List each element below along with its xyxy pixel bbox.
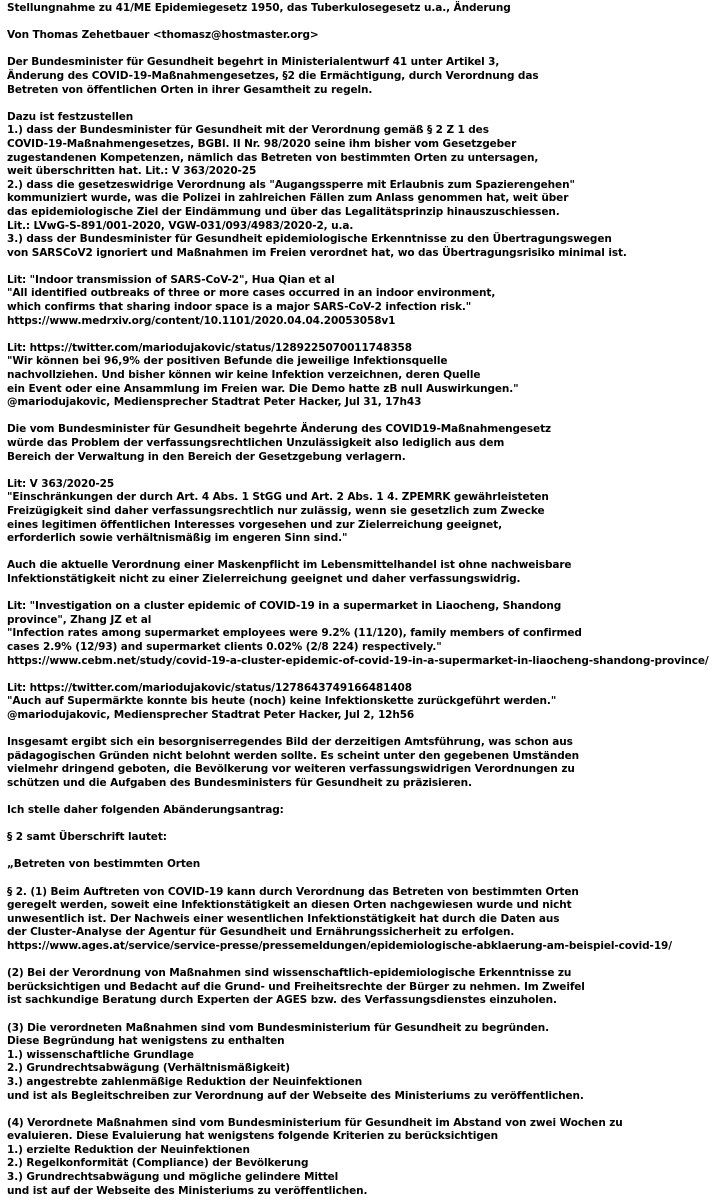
text-line (7, 16, 720, 30)
text-line: Der Bundesminister für Gesundheit begehrt in Ministerialentwurf 41 unter Artikel 3, (7, 56, 500, 69)
text-line: 1.) erzielte Reduktion der Neuinfektionen (7, 1143, 250, 1156)
text-line: 2.) Grundrechtsabwägung (Verhältnismäßigkeit) (7, 1062, 290, 1075)
text-line: kommuniziert wurde, was die Polizei in zahlreichen Fällen zum Anlass genommen hat, weit über (7, 192, 569, 205)
text-line: "Wir können bei 96,9% der positiven Befunde die jeweilige Infektionsquelle (7, 355, 448, 368)
text-line: unwesentlich ist. Der Nachweis einer wesentlichen Infektionstätigkeit hat durch die Daten aus (7, 912, 560, 925)
text-line: und ist als Begleitschreiben zur Verordnung auf der Webseite des Ministeriums zu veröffentlichen. (7, 1089, 584, 1102)
text-line: berücksichtigen und Bedacht auf die Grund- und Freiheitsrechte der Bürger zu nehmen. Im Zweifel (7, 980, 585, 993)
text-line: COVID-19-Maßnahmengesetzes, BGBl. II Nr. 98/2020 seine ihm bisher vom Gesetzgeber (7, 137, 517, 150)
text-line (7, 587, 720, 601)
text-line: 2.) Regelkonformität (Compliance) der Bevölkerung (7, 1157, 309, 1170)
text-line (7, 1008, 720, 1022)
text-line: der Cluster-Analyse der Agentur für Gesundheit und Ernährungssicherheit zu erfolgen. (7, 926, 515, 939)
text-line (7, 818, 720, 832)
text-line: (3) Die verordneten Maßnahmen sind vom Bundesministerium für Gesundheit zu begründen. (7, 1021, 550, 1034)
text-line: eines legitimen öffentlichen Interesses vorgesehen und zur Zielerreichung geeignet, (7, 518, 502, 531)
text-line: (2) Bei der Verordnung von Maßnahmen sind wissenschaftlich-epidemiologische Erkenntnisse zu (7, 967, 572, 980)
text-line (7, 546, 720, 560)
text-line (7, 722, 720, 736)
text-line: würde das Problem der verfassungsrechtlichen Unzulässigkeit also lediglich aus dem (7, 437, 505, 449)
text-line (7, 43, 720, 57)
text-line (7, 668, 720, 682)
text-line: Die vom Bundesminister für Gesundheit begehrte Änderung des COVID19-Maßnahmengesetz (7, 423, 552, 436)
text-line: von SARSCoV2 ignoriert und Maßnahmen im Freien verordnet hat, wo das Übertragungsrisiko minimal ist. (7, 246, 627, 259)
text-line (7, 954, 720, 968)
text-line: https://www.ages.at/service/service-presse/pressemeldungen/epidemiologische-abklaerung-am-beispiel-covid-19/ (7, 939, 672, 952)
text-line (7, 260, 720, 274)
text-line: Lit: https://twitter.com/mariodujakovic/status/1289225070011748358 (7, 341, 412, 354)
text-line: Änderung des COVID-19-Maßnahmengesetzes, §2 die Ermächtigung, durch Verordnung das (7, 69, 539, 82)
text-line: https://www.cebm.net/study/covid-19-a-cluster-epidemic-of-covid-19-in-a-supermarket-in-liaocheng-shandong-province/ (7, 654, 709, 667)
text-line (7, 464, 720, 478)
text-line: weit überschritten hat. Lit.: V 363/2020-25 (7, 165, 257, 178)
text-line: Stellungnahme zu 41/ME Epidemiegesetz 1950, das Tuberkulosegesetz u.a., Änderung (7, 2, 511, 14)
text-line: Ich stelle daher folgenden Abänderungsantrag: (7, 804, 284, 817)
text-line: erforderlich sowie verhältnismäßig im engeren Sinn sind." (7, 532, 348, 545)
text-line: "Auch auf Supermärkte konnte bis heute (noch) keine Infektionskette zurückgeführt werden." (7, 695, 557, 708)
text-line: Lit: V 363/2020-25 (7, 477, 115, 490)
text-line (7, 410, 720, 424)
text-line: pädagogischen Gründen nicht belohnt werden sollte. Es scheint unter den gegebenen Umständen (7, 749, 580, 762)
text-line: und ist auf der Webseite des Ministeriums zu veröffentlichen. (7, 1184, 368, 1197)
text-line: @mariodujakovic, Mediensprecher Stadtrat Peter Hacker, Jul 2, 12h56 (7, 708, 415, 721)
text-line: Freizügigkeit sind daher verfassungsrechtlich nur zulässig, wenn sie gesetzlich zum Zwecke (7, 504, 545, 517)
text-line: 3.) dass der Bundesminister für Gesundheit epidemiologische Erkenntnisse zu den Übertragungswegen (7, 233, 612, 246)
text-line: Betreten von öffentlichen Orten in ihrer Gesamtheit zu regeln. (7, 83, 373, 96)
text-line: https://www.medrxiv.org/content/10.1101/2020.04.04.20053058v1 (7, 314, 396, 327)
text-line: 3.) angestrebte zahlenmäßige Reduktion der Neuinfektionen (7, 1075, 363, 1088)
text-line: Lit: "Investigation on a cluster epidemic of COVID-19 in a supermarket in Liaocheng, Shandong (7, 600, 562, 613)
text-line: province", Zhang JZ et al (7, 613, 152, 626)
text-line: Bereich der Verwaltung in den Bereich der Gesetzgebung verlagern. (7, 450, 406, 463)
text-line: Von Thomas Zehetbauer <thomasz@hostmaster.org> (7, 29, 319, 42)
text-line: @mariodujakovic, Mediensprecher Stadtrat Peter Hacker, Jul 31, 17h43 (7, 396, 422, 409)
text-line: § 2. (1) Beim Auftreten von COVID-19 kann durch Verordnung das Betreten von bestimmten Orten (7, 885, 579, 898)
text-line (7, 97, 720, 111)
text-line: Diese Begründung hat wenigstens zu enthalten (7, 1035, 285, 1048)
text-line: evaluieren. Diese Evaluierung hat wenigstens folgende Kriterien zu berücksichtigen (7, 1130, 499, 1143)
text-line: Dazu ist festzustellen (7, 110, 134, 123)
text-line (7, 790, 720, 804)
text-line: 3.) Grundrechtsabwägung und mögliche gelindere Mittel (7, 1171, 339, 1184)
text-line: zugestandenen Kompetenzen, nämlich das Betreten von bestimmten Orten zu untersagen, (7, 151, 539, 164)
text-line: § 2 samt Überschrift lautet: (7, 831, 167, 844)
text-line: Auch die aktuelle Verordnung einer Maskenpflicht im Lebensmittelhandel ist ohne nachweisbare (7, 559, 572, 572)
text-line (7, 872, 720, 886)
text-line: "All identified outbreaks of three or more cases occurred in an indoor environment, (7, 287, 496, 300)
text-line: Lit.: LVwG-S-891/001-2020, VGW-031/093/4983/2020-2, u.a. (7, 219, 354, 232)
text-line: schützen und die Aufgaben des Bundesministers für Gesundheit zu präzisieren. (7, 776, 472, 789)
text-line: ist sachkundige Beratung durch Experten der AGES bzw. des Verfassungsdienstes einzuholen. (7, 994, 557, 1007)
text-line: ein Event oder eine Ansammlung im Freien war. Die Demo hatte zB null Auswirkungen." (7, 382, 519, 395)
text-line (7, 1103, 720, 1117)
text-line: Lit: https://twitter.com/mariodujakovic/status/1278643749166481408 (7, 681, 412, 694)
text-line: which confirms that sharing indoor space is a major SARS-CoV-2 infection risk." (7, 301, 472, 314)
text-line: 1.) wissenschaftliche Grundlage (7, 1048, 194, 1061)
text-line: 2.) dass die gesetzeswidrige Verordnung als "Augangssperre mit Erlaubnis zum Spazierengehen" (7, 178, 575, 191)
text-line: Lit: "Indoor transmission of SARS-CoV-2", Hua Qian et al (7, 273, 335, 286)
text-line: "Infection rates among supermarket employees were 9.2% (11/120), family members of confirmed (7, 627, 582, 640)
text-line: Infektionstätigkeit nicht zu einer Zielerreichung geeignet und daher verfassungswidrig. (7, 572, 521, 585)
text-line: „Betreten von bestimmten Orten (7, 858, 201, 871)
text-line: nachvollziehen. Und bisher können wir keine Infektion verzeichnen, deren Quelle (7, 369, 481, 382)
text-line (7, 328, 720, 342)
text-line: das epidemiologische Ziel der Eindämmung und über das Legalitätsprinzip hinauszuschiessen. (7, 205, 560, 218)
text-line: 1.) dass der Bundesminister für Gesundheit mit der Verordnung gemäß § 2 Z 1 des (7, 124, 489, 137)
text-line: "Einschränkungen der durch Art. 4 Abs. 1 StGG und Art. 2 Abs. 1 4. ZPEMRK gewährleisteten (7, 491, 549, 504)
text-line: geregelt werden, soweit eine Infektionstätigkeit an diesen Orten nachgewiesen wurde und nicht (7, 899, 572, 912)
text-line: (4) Verordnete Maßnahmen sind vom Bundesministerium für Gesundheit im Abstand von zwei Wochen zu (7, 1116, 623, 1129)
text-line: cases 2.9% (12/93) and supermarket clients 0.02% (2/8 224) respectively." (7, 640, 442, 653)
text-line: Insgesamt ergibt sich ein besorgniserregendes Bild der derzeitigen Amtsführung, was schon aus (7, 736, 573, 749)
text-line (7, 845, 720, 859)
text-line: vielmehr dringend geboten, die Bevölkerung vor weiteren verfassungswidrigen Verordnungen zu (7, 763, 575, 776)
